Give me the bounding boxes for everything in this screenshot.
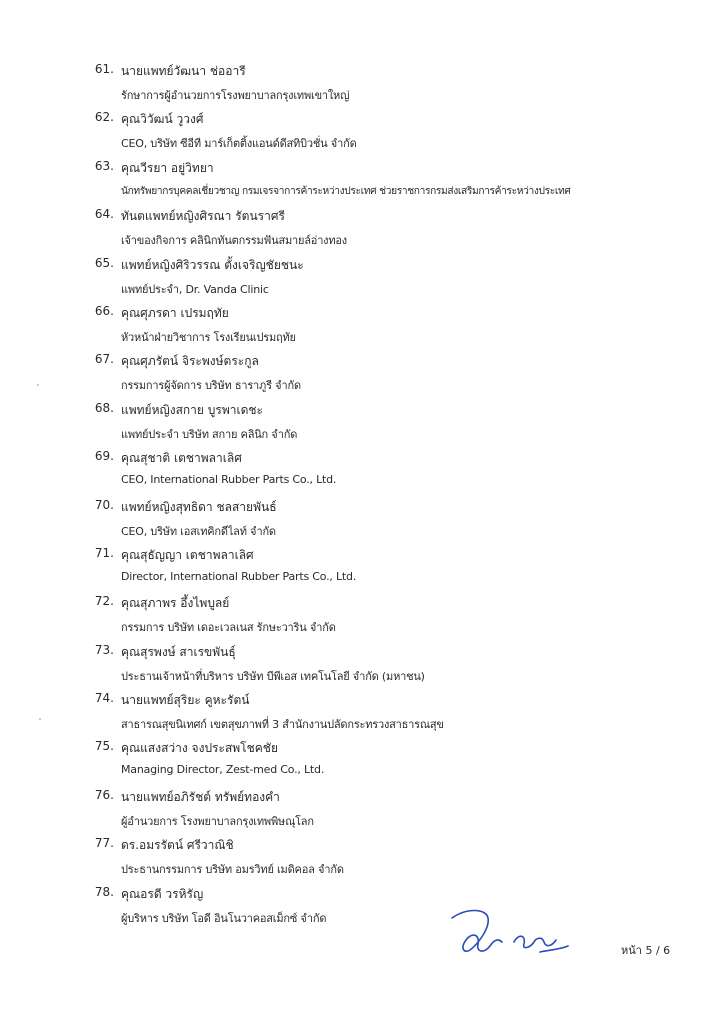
list-item <box>0 540 724 588</box>
entry-number: 66. <box>94 303 114 318</box>
list-item <box>0 201 724 249</box>
entry-name: นายแพทย์อภิรัชต์ ทรัพย์ทองคำ <box>121 789 280 804</box>
list-item <box>0 346 724 394</box>
entry-number: 65. <box>94 255 114 270</box>
scan-speck <box>37 384 39 386</box>
entry-role: แพทย์ประจำ, Dr. Vanda Clinic <box>121 282 269 296</box>
entry-role: CEO, International Rubber Parts Co., Ltd. <box>121 473 337 487</box>
list-item <box>0 685 724 733</box>
list-item <box>0 443 724 491</box>
entry-number: 61. <box>94 62 114 76</box>
entry-name: แพทย์หญิงสุทธิดา ชลสายพันธ์ <box>121 499 277 514</box>
list-item <box>0 56 724 104</box>
entry-number: 74. <box>94 691 114 706</box>
list-item <box>0 492 724 540</box>
entry-name: คุณแสงสว่าง จงประสพโชคชัย <box>121 741 278 756</box>
signature-stroke <box>452 911 568 953</box>
entry-role: เจ้าของกิจการ คลินิกทันตกรรมฟันสมายล์อ่างทอง <box>121 234 347 248</box>
entry-number: 62. <box>94 110 114 125</box>
entry-role: ประธานกรรมการ บริษัท อมรวิทย์ เมดิคอล จำกัด <box>121 863 344 877</box>
entry-number: 63. <box>94 158 114 173</box>
entry-number: 71. <box>94 545 114 560</box>
list-item <box>0 637 724 685</box>
entry-name: คุณสุชาติ เตชาพลาเลิศ <box>121 451 242 466</box>
list-item <box>0 830 724 878</box>
entry-name: นายแพทย์สุริยะ คูหะรัตน์ <box>121 693 250 708</box>
entry-role: ผู้บริหาร บริษัท โอดี อินโนวาคอสเม็กซ์ จำกัด <box>121 911 327 925</box>
entry-number: 70. <box>94 497 114 512</box>
entry-name: คุณสุภาพร อึ้งไพบูลย์ <box>121 596 230 611</box>
entry-name: นายแพทย์วัฒนา ช่ออารี <box>121 64 246 78</box>
entry-name: คุณศุภรดา เปรมฤทัย <box>121 305 229 320</box>
entry-number: 77. <box>94 836 114 851</box>
list-item <box>0 879 724 927</box>
entry-name: คุณวิวัฒน์ วูวงศ์ <box>121 112 204 127</box>
scan-speck <box>39 718 41 720</box>
entry-role: Director, International Rubber Parts Co., Ltd. <box>121 569 357 583</box>
list-item <box>0 588 724 636</box>
list-item <box>0 298 724 346</box>
entry-role: กรรมการ บริษัท เดอะเวลเนส รักษะวาริน จำกัด <box>121 621 336 635</box>
entry-role: รักษาการผู้อำนวยการโรงพยาบาลกรุงเทพเขาใหญ่ <box>121 89 350 102</box>
list-item <box>0 250 724 298</box>
signature-image <box>444 904 574 960</box>
entry-name: คุณวีรยา อยู่วิทยา <box>121 160 214 175</box>
list-item <box>0 104 724 152</box>
entry-role: Managing Director, Zest-med Co., Ltd. <box>121 763 325 777</box>
entry-number: 72. <box>94 594 114 609</box>
entry-name: แพทย์หญิงศิริวรรณ ตั้งเจริญชัยชนะ <box>121 257 304 272</box>
page-number: หน้า 5 / 6 <box>621 944 671 957</box>
entry-name: ทันตแพทย์หญิงศิรณา รัตนราศรี <box>121 209 285 224</box>
entry-number: 78. <box>94 884 114 899</box>
list-item <box>0 733 724 781</box>
entry-role: สาธารณสุขนิเทศก์ เขตสุขภาพที่ 3 สำนักงานปลัดกระทรวงสาธารณสุข <box>121 718 444 732</box>
entry-role: CEO, บริษัท เอสเทคิกดีไลท์ จำกัด <box>121 524 276 538</box>
list-item <box>0 782 724 830</box>
entry-role: CEO, บริษัท ซีอีที มาร์เก็ตติ้งแอนด์ดีสทิบิวชั่น จำกัด <box>121 137 357 151</box>
entry-name: คุณศุภรัตน์ จิระพงษ์ตระกูล <box>121 354 259 369</box>
entry-role: หัวหน้าฝ่ายวิชาการ โรงเรียนเปรมฤทัย <box>121 330 296 344</box>
entry-name: คุณสุรพงษ์ สาเรขพันธุ์ <box>121 644 236 659</box>
entry-role: กรรมการผู้จัดการ บริษัท ธาราภูรี จำกัด <box>121 379 301 393</box>
entry-number: 73. <box>94 642 114 657</box>
list-item <box>0 153 724 201</box>
entry-number: 68. <box>94 400 114 415</box>
entry-number: 64. <box>94 207 114 222</box>
entry-number: 76. <box>94 787 114 802</box>
entry-role: นักทรัพยากรบุคคลเชี่ยวชาญ กรมเจรจาการค้าระหว่างประเทศ ช่วยราชการกรมส่งเสริมการค้าระหว่างประเทศ <box>121 185 571 197</box>
entry-number: 67. <box>94 352 114 367</box>
entry-name: ดร.อมรรัตน์ ศรีวาณิชิ <box>121 838 234 853</box>
entry-number: 75. <box>94 739 114 754</box>
name-list <box>0 56 724 927</box>
entry-role: ผู้อำนวยการ โรงพยาบาลกรุงเทพพิษณุโลก <box>121 814 314 828</box>
entry-role: แพทย์ประจำ บริษัท สกาย คลินิก จำกัด <box>121 427 298 441</box>
entry-name: คุณอรดี วรหิรัญ <box>121 886 204 901</box>
entry-number: 69. <box>94 449 114 464</box>
list-item <box>0 395 724 443</box>
entry-role: ประธานเจ้าหน้าที่บริหาร บริษัท บีพีเอส เทคโนโลยี จำกัด (มหาชน) <box>121 669 425 683</box>
entry-name: คุณสุธัญญา เตชาพลาเลิศ <box>121 547 254 562</box>
entry-name: แพทย์หญิงสกาย บูรพาเดชะ <box>121 402 263 417</box>
